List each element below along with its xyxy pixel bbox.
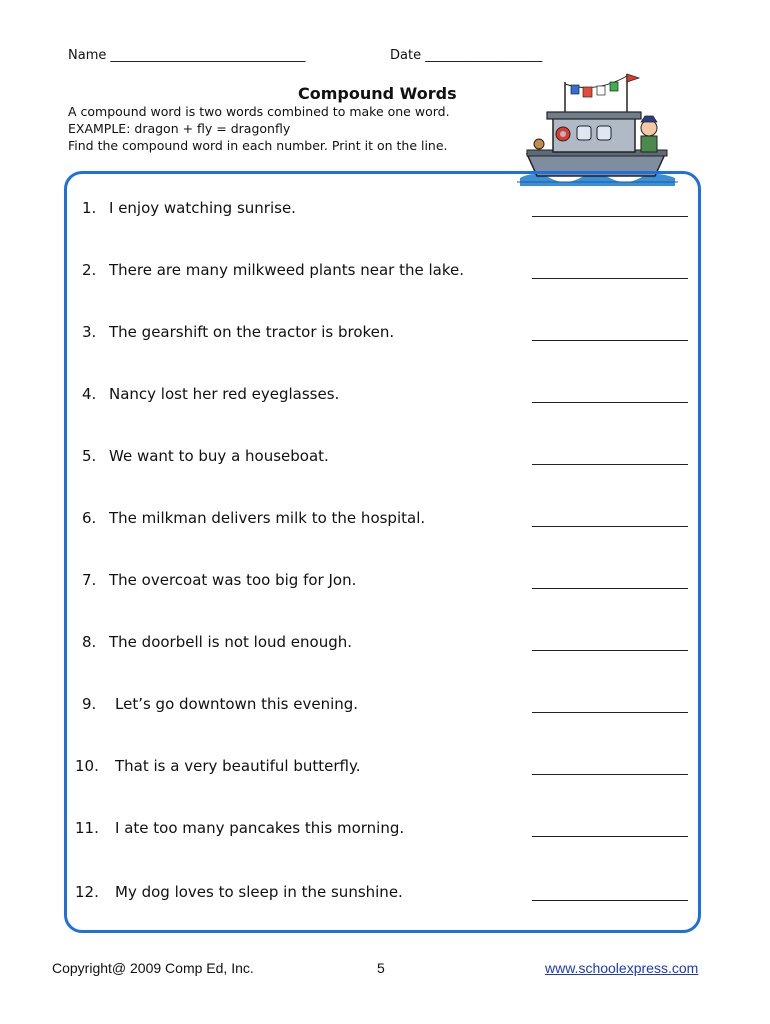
question-row (0, 447, 770, 471)
answer-line[interactable] (532, 650, 688, 651)
question-text: We want to buy a houseboat. (109, 447, 329, 465)
question-number: 1. (82, 199, 97, 217)
instruction-line-3: Find the compound word in each number. Print it on the line. (68, 138, 448, 153)
question-row (0, 571, 770, 595)
question-row (0, 199, 770, 223)
answer-line[interactable] (532, 216, 688, 217)
question-text: The overcoat was too big for Jon. (109, 571, 357, 589)
question-number: 8. (82, 633, 97, 651)
name-field: Name ______________________________ (68, 48, 306, 63)
question-text: That is a very beautiful butterfly. (115, 757, 361, 775)
answer-line[interactable] (532, 900, 688, 901)
question-text: My dog loves to sleep in the sunshine. (115, 883, 403, 901)
question-text: The gearshift on the tractor is broken. (109, 323, 395, 341)
question-row (0, 633, 770, 657)
question-number: 4. (82, 385, 97, 403)
answer-line[interactable] (532, 588, 688, 589)
answer-line[interactable] (532, 278, 688, 279)
question-text: I ate too many pancakes this morning. (115, 819, 405, 837)
question-text: There are many milkweed plants near the lake. (109, 261, 464, 279)
question-number: 2. (82, 261, 97, 279)
page-number: 5 (377, 960, 385, 976)
question-number: 7. (82, 571, 97, 589)
question-number: 9. (82, 695, 97, 713)
question-row (0, 695, 770, 719)
question-row (0, 819, 770, 843)
question-number: 3. (82, 323, 97, 341)
date-field: Date __________________ (390, 48, 543, 63)
question-text: Nancy lost her red eyeglasses. (109, 385, 340, 403)
answer-line[interactable] (532, 464, 688, 465)
question-number: 10. (75, 757, 99, 775)
copyright-text: Copyright@ 2009 Comp Ed, Inc. (52, 960, 254, 976)
answer-line[interactable] (532, 526, 688, 527)
answer-line[interactable] (532, 836, 688, 837)
question-text: Let’s go downtown this evening. (115, 695, 359, 713)
instruction-line-1: A compound word is two words combined to make one word. (68, 104, 450, 119)
question-row (0, 883, 770, 907)
question-row (0, 509, 770, 533)
question-row (0, 323, 770, 347)
houseboat-illustration (515, 66, 680, 188)
answer-line[interactable] (532, 340, 688, 341)
answer-line[interactable] (532, 774, 688, 775)
question-text: I enjoy watching sunrise. (109, 199, 296, 217)
question-number: 12. (75, 883, 99, 901)
instruction-line-2: EXAMPLE: dragon + fly = dragonfly (68, 121, 291, 136)
answer-line[interactable] (532, 712, 688, 713)
question-number: 11. (75, 819, 99, 837)
website-link[interactable]: www.schoolexpress.com (545, 960, 699, 976)
page-title: Compound Words (298, 84, 457, 103)
question-row (0, 261, 770, 285)
question-text: The doorbell is not loud enough. (109, 633, 353, 651)
question-row (0, 757, 770, 781)
question-number: 5. (82, 447, 97, 465)
question-number: 6. (82, 509, 97, 527)
question-row (0, 385, 770, 409)
question-text: The milkman delivers milk to the hospital. (109, 509, 426, 527)
answer-line[interactable] (532, 402, 688, 403)
